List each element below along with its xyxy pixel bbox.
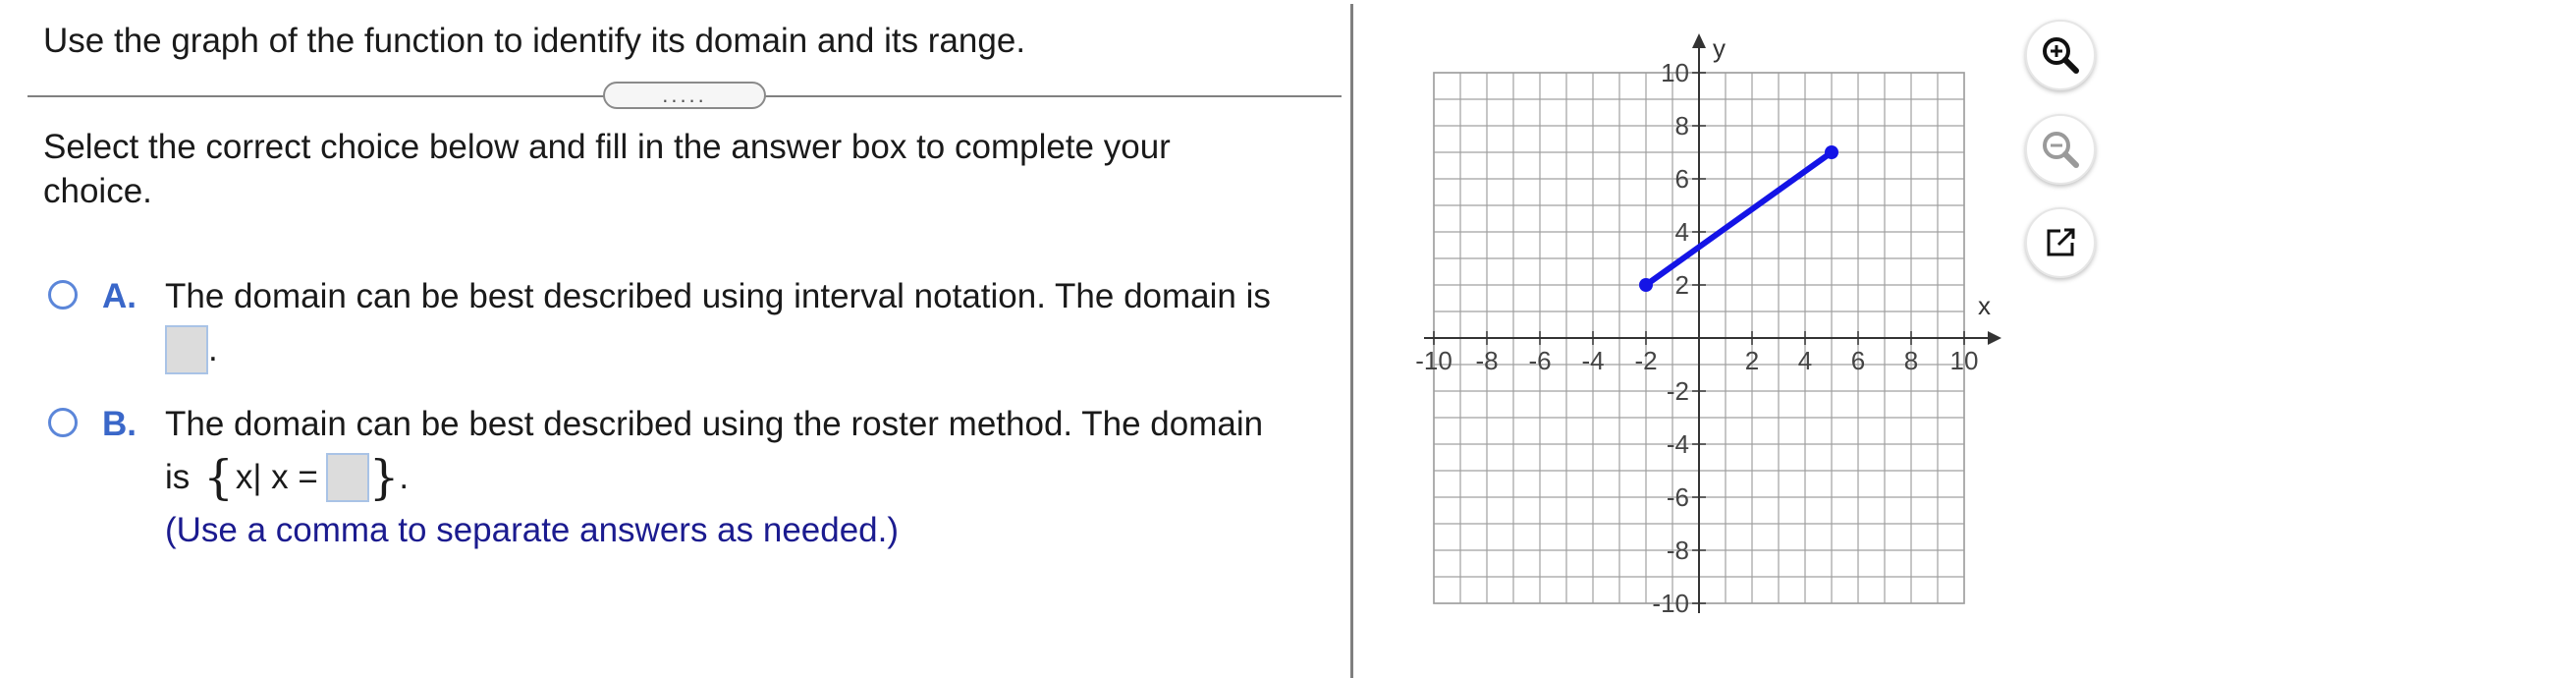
zoom-in-icon bbox=[2039, 33, 2082, 77]
external-link-icon bbox=[2041, 223, 2080, 262]
x-tick-label: 10 bbox=[1949, 346, 1979, 375]
x-tick-label: -8 bbox=[1475, 346, 1499, 375]
closed-endpoint bbox=[1639, 278, 1653, 292]
x-tick-label: -10 bbox=[1415, 346, 1452, 375]
choice-a-letter: A. bbox=[102, 277, 137, 315]
set-close-brace: } bbox=[368, 450, 400, 505]
choice-b-is: is bbox=[165, 458, 191, 496]
instruction-text: Select the correct choice below and fill in the answer box to complete your choice. bbox=[43, 128, 1171, 210]
x-tick-label: -2 bbox=[1634, 346, 1658, 375]
set-open-brace: { bbox=[203, 450, 234, 505]
zoom-out-icon bbox=[2039, 128, 2082, 171]
y-tick-label: -4 bbox=[1666, 429, 1689, 459]
open-new-window-button[interactable] bbox=[2025, 207, 2096, 278]
y-tick-label: 10 bbox=[1661, 58, 1689, 87]
y-tick-label: 6 bbox=[1674, 164, 1689, 194]
y-tick-label: 8 bbox=[1674, 111, 1689, 141]
choice-b-answer-line bbox=[165, 451, 409, 504]
y-tick-label: 2 bbox=[1674, 270, 1689, 300]
y-tick-label: -10 bbox=[1652, 589, 1689, 618]
y-tick-label: -8 bbox=[1666, 536, 1689, 565]
choice-b-radio[interactable] bbox=[48, 408, 78, 437]
x-tick-label: -4 bbox=[1581, 346, 1605, 375]
zoom-out-button[interactable] bbox=[2025, 114, 2096, 185]
choice-b-hint: (Use a comma to separate answers as needed.) bbox=[165, 511, 900, 549]
pane-divider[interactable] bbox=[1350, 4, 1353, 678]
function-graph bbox=[1395, 0, 2023, 629]
y-tick-label: -2 bbox=[1666, 376, 1689, 406]
y-axis-arrow bbox=[1692, 33, 1706, 48]
zoom-in-button[interactable] bbox=[2025, 20, 2096, 90]
choice-b-letter: B. bbox=[102, 405, 137, 443]
x-axis-arrow bbox=[1988, 331, 2001, 345]
choice-b-text: The domain can be best described using the roster method. The domain bbox=[165, 405, 1264, 443]
x-tick-label: 2 bbox=[1744, 346, 1760, 375]
y-tick-label: 4 bbox=[1674, 217, 1689, 247]
x-tick-label: 8 bbox=[1903, 346, 1919, 375]
choice-a-radio[interactable] bbox=[48, 280, 78, 310]
choice-a-answer-box[interactable] bbox=[165, 325, 208, 374]
x-tick-label: 6 bbox=[1850, 346, 1866, 375]
x-tick-label: -6 bbox=[1528, 346, 1552, 375]
choice-b-period: . bbox=[399, 458, 410, 496]
splitter-handle[interactable]: ..... bbox=[603, 82, 766, 109]
closed-endpoint bbox=[1825, 145, 1838, 159]
set-builder-text: x| x = bbox=[235, 458, 318, 496]
y-tick-label: -6 bbox=[1666, 482, 1689, 512]
y-axis-label: y bbox=[1713, 33, 1726, 63]
question-text: Use the graph of the function to identify its domain and its range. bbox=[43, 22, 1026, 60]
x-tick-label: 4 bbox=[1797, 346, 1813, 375]
choice-b-answer-box[interactable] bbox=[326, 453, 369, 502]
choice-a-answer-line bbox=[165, 323, 218, 376]
x-axis-label: x bbox=[1978, 291, 1991, 320]
choice-a-period: . bbox=[208, 330, 218, 368]
choice-a-text: The domain can be best described using interval notation. The domain is bbox=[165, 277, 1271, 315]
